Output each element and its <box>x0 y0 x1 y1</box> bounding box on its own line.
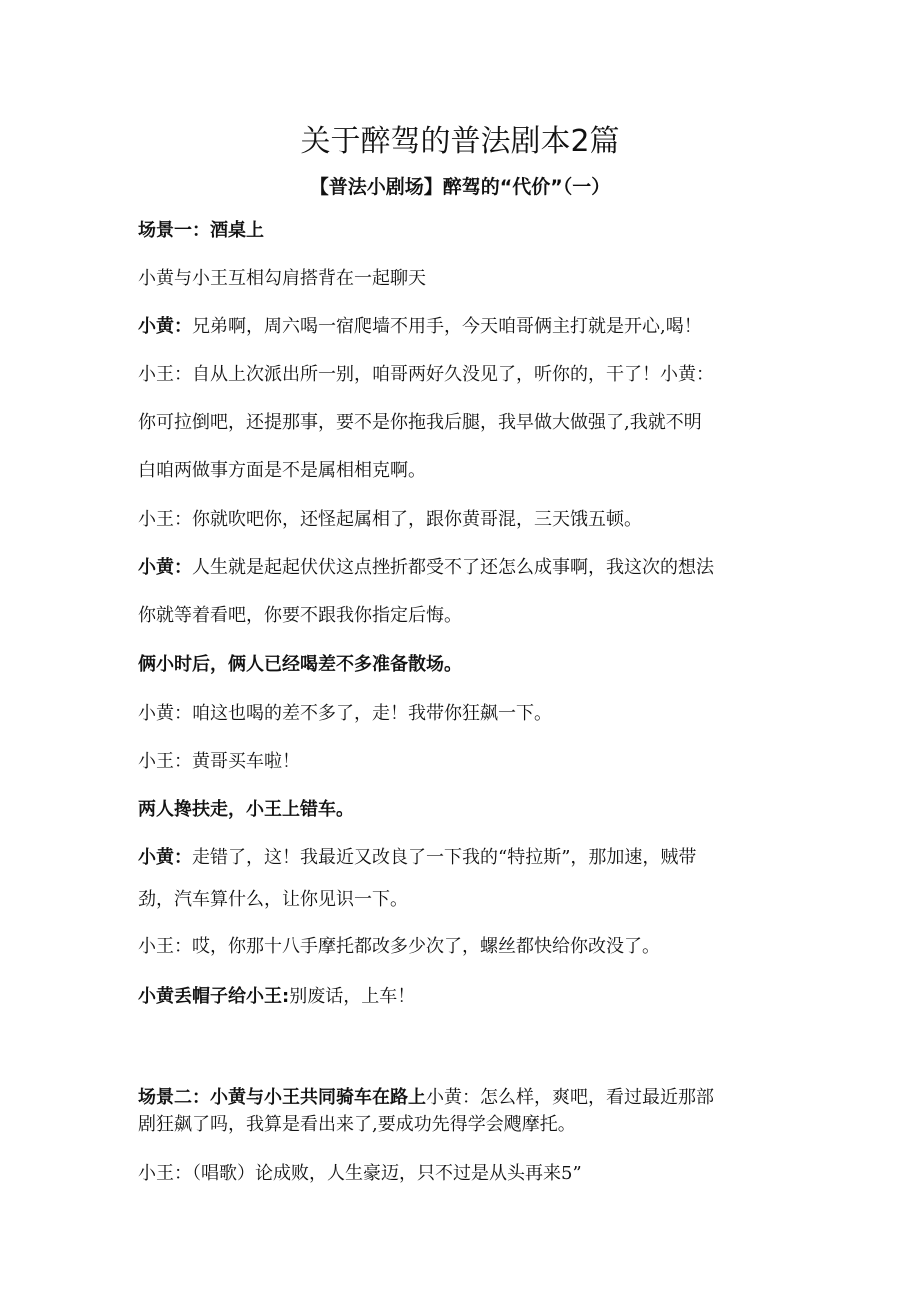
body-text: 剧狂飙了吗，我算是看出来了,要成功先得学会飕摩托。 <box>138 1114 576 1135</box>
body-text: 人生就是起起伏伏这点挫折都受不了还怎么成事啊，我这次的想法 <box>192 557 714 578</box>
paragraph <box>138 834 798 882</box>
body-text: 白咱两做事方面是不是属相相克啊。 <box>138 460 426 481</box>
document-subtitle: 【普法小剧场】醉驾的“代价”（一） <box>309 176 611 198</box>
bold-text: 小黄： <box>138 557 192 578</box>
body-text: 小黄：咱这也喝的差不多了，走！我带你狂飙一下。 <box>138 703 552 724</box>
body-text: 劲，汽车算什么，让你见识一下。 <box>138 889 408 910</box>
body-text: 别废话，上车！ <box>289 986 416 1007</box>
bold-text: 小黄丢帽子给小王: <box>138 986 290 1007</box>
paragraph <box>138 1150 798 1198</box>
body-text: 你就等着看吧，你要不跟我你指定后悔。 <box>138 605 462 626</box>
bold-text: 小黄： <box>138 316 192 337</box>
body-text: 小王：（唱歌）论成败，人生豪迈，只不过是从头再来5” <box>138 1163 582 1184</box>
paragraph <box>138 641 798 689</box>
paragraph <box>138 447 798 495</box>
body-text: 小王：哎，你那十八手摩托都改多少次了，螺丝都快给你改没了。 <box>138 936 660 957</box>
body-text: 小黄与小王互相勾肩搭背在一起聊天 <box>138 268 426 289</box>
body-text: 走错了，这！我最近又改良了一下我的“特拉斯”，那加速，贼带 <box>192 847 697 868</box>
paragraph <box>138 738 798 786</box>
paragraph <box>138 496 798 544</box>
body-text: 小王：你就吹吧你，还怪起属相了，跟你黄哥混，三天饿五顿。 <box>138 509 642 530</box>
paragraph <box>138 690 798 738</box>
bold-text: 俩小时后，俩人已经喝差不多准备散场。 <box>138 654 462 675</box>
bold-text: 场景一：酒桌上 <box>138 220 264 241</box>
paragraph <box>138 255 798 303</box>
document-title: 关于醉驾的普法剧本2篇 <box>300 124 620 159</box>
paragraph <box>138 399 798 447</box>
body-text: 小王：自从上次派出所一别，咱哥两好久没见了，听你的，干了！小黄： <box>138 364 714 385</box>
paragraph <box>138 1109 798 1141</box>
body-text: 小王：黄哥买车啦！ <box>138 751 300 772</box>
paragraph <box>138 786 798 834</box>
paragraph <box>138 303 798 351</box>
paragraph <box>138 207 798 255</box>
paragraph <box>138 544 798 592</box>
paragraph <box>138 592 798 640</box>
bold-text: 小黄： <box>138 847 192 868</box>
paragraph <box>138 876 798 924</box>
body-text: 你可拉倒吧，还提那事，要不是你拖我后腿，我早做大做强了,我就不明 <box>138 412 702 433</box>
paragraph <box>138 923 798 971</box>
paragraph <box>138 973 798 1021</box>
body-text: 小黄：怎么样，爽吧，看过最近那部 <box>426 1087 714 1108</box>
bold-text: 场景二：小黄与小王共同骑车在路上 <box>138 1087 426 1108</box>
paragraph <box>138 351 798 399</box>
body-text: 兄弟啊，周六喝一宿爬墙不用手，今天咱哥俩主打就是开心,喝！ <box>192 316 702 337</box>
bold-text: 两人搀扶走，小王上错车。 <box>138 799 354 820</box>
